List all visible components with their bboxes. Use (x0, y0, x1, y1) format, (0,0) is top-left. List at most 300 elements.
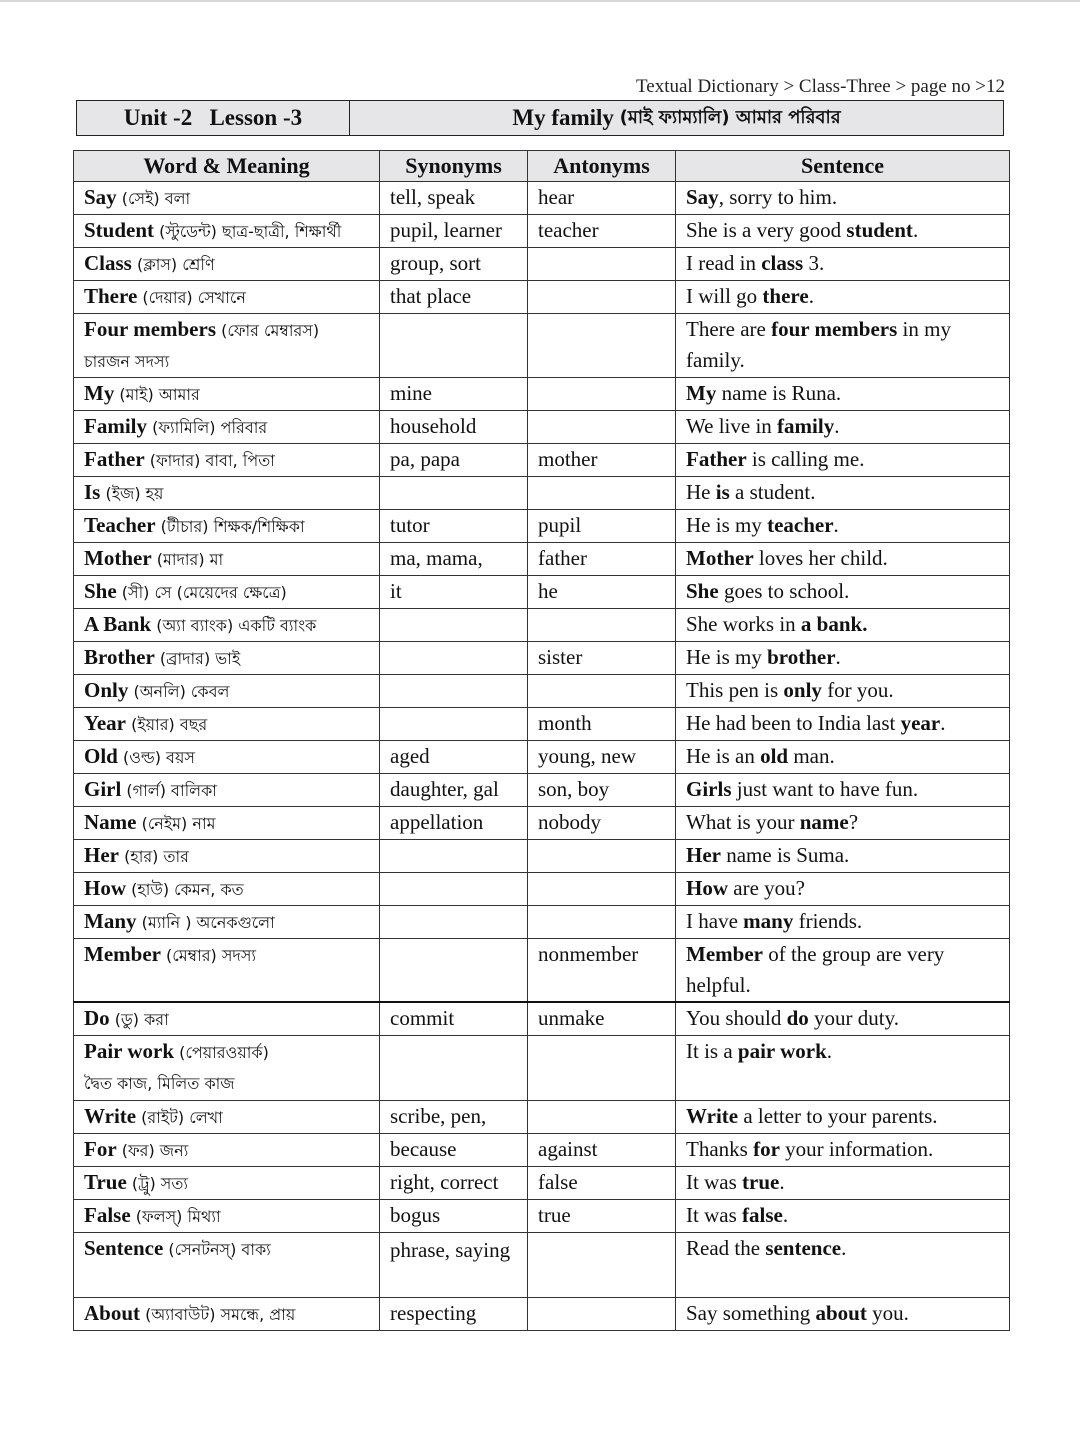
antonyms-cell: unmake (528, 1002, 676, 1036)
sentence-keyword: there (762, 284, 809, 308)
antonyms-cell: young, new (528, 741, 676, 774)
sentence-cell (676, 840, 1010, 873)
table-row (74, 642, 1010, 675)
word-pronunciation-meaning: (অনলি) কেবল (128, 682, 230, 701)
antonyms-cell (528, 906, 676, 939)
word-meaning-cell (74, 576, 380, 609)
table-row (74, 444, 1010, 477)
word-pronunciation-meaning: (ক্লাস) শ্রেণি (131, 255, 215, 274)
antonyms-cell: sister (528, 642, 676, 675)
synonyms-cell: tutor (380, 510, 528, 543)
dictionary-table (73, 150, 1010, 1331)
synonyms-cell: commit (380, 1002, 528, 1036)
sentence-text-pre: There are (686, 317, 772, 341)
sentence-cell (676, 444, 1010, 477)
synonyms-cell: appellation (380, 807, 528, 840)
synonyms-cell: pa, papa (380, 444, 528, 477)
antonyms-cell: month (528, 708, 676, 741)
sentence-text-post: . (808, 284, 814, 308)
sentence-text-post: . (835, 645, 841, 669)
sentence-text-post: friends. (793, 909, 863, 933)
sentence-text-post: ? (848, 810, 859, 834)
word-meaning-cell (74, 1002, 380, 1036)
lesson-title-box (76, 100, 1004, 136)
antonyms-cell: he (528, 576, 676, 609)
sentence-keyword: about (815, 1301, 867, 1325)
word-meaning-cell (74, 609, 380, 642)
sentence-cell (676, 609, 1010, 642)
sentence-cell (676, 281, 1010, 314)
antonyms-cell (528, 411, 676, 444)
sentence-text-post: . (834, 414, 840, 438)
word-pronunciation-meaning: (ব্রাদার) ভাই (154, 649, 241, 668)
word: Old (84, 744, 118, 768)
sentence-text-post: is calling me. (746, 447, 865, 471)
sentence-cell (676, 248, 1010, 281)
sentence-text-post: just want to have fun. (731, 777, 919, 801)
sentence-text-pre: Thanks (686, 1137, 754, 1161)
sentence-cell (676, 1002, 1010, 1036)
word-meaning-cell (74, 1036, 380, 1101)
sentence-text-post: in my family. (686, 317, 957, 372)
word: True (84, 1170, 127, 1194)
synonyms-cell: mine (380, 378, 528, 411)
synonyms-cell: that place (380, 281, 528, 314)
synonyms-cell (380, 675, 528, 708)
table-row (74, 906, 1010, 939)
sentence-text-post: . (779, 1170, 785, 1194)
table-row (74, 543, 1010, 576)
word-meaning-cell (74, 741, 380, 774)
sentence-keyword: for (753, 1137, 780, 1161)
antonyms-cell (528, 314, 676, 378)
word: How (84, 876, 126, 900)
word-meaning-cell (74, 774, 380, 807)
table-row (74, 378, 1010, 411)
sentence-keyword: sentence (765, 1236, 842, 1260)
sentence-keyword: Girls (686, 777, 732, 801)
sentence-text-post: . (782, 1203, 789, 1227)
sentence-keyword: Say (686, 185, 719, 209)
word: Girl (84, 777, 122, 801)
header-antonyms: Antonyms (528, 151, 676, 182)
antonyms-cell (528, 873, 676, 906)
sentence-text-post: a letter to your parents. (738, 1104, 938, 1128)
word: Family (84, 414, 147, 438)
word-pronunciation-meaning: (ট্রু) সত্য (126, 1174, 189, 1193)
word-pronunciation-meaning: (ফ্যামিলি) পরিবার (147, 418, 268, 437)
synonyms-cell (380, 609, 528, 642)
sentence-text-pre: I read in (686, 251, 762, 275)
antonyms-cell (528, 281, 676, 314)
word-pronunciation-meaning: (গার্ল) বালিকা (121, 781, 217, 800)
word-meaning-cell (74, 281, 380, 314)
word: Father (84, 447, 145, 471)
lesson-title-bn: (মাই ফ্যাম্যালি) আমার পরিবার (619, 106, 841, 128)
sentence-text-post: . (940, 711, 946, 735)
sentence-text-post: for you. (821, 678, 894, 702)
word-pronunciation-meaning: (ওল্ড) বয়স (117, 748, 195, 767)
word-pronunciation-meaning: (ফলস্) মিথ্যা (130, 1207, 221, 1226)
sentence-cell (676, 1101, 1010, 1134)
sentence-text-pre: We live in (686, 414, 778, 438)
synonyms-cell: group, sort (380, 248, 528, 281)
sentence-keyword: false (742, 1203, 783, 1227)
synonyms-cell: daughter, gal (380, 774, 528, 807)
table-row (74, 248, 1010, 281)
sentence-keyword: true (742, 1170, 780, 1194)
sentence-cell (676, 182, 1010, 215)
sentence-cell (676, 510, 1010, 543)
sentence-cell (676, 1200, 1010, 1233)
word-pronunciation-meaning: (ফর) জন্য (116, 1141, 189, 1160)
sentence-text-pre: It is a (686, 1039, 738, 1063)
word-meaning-cell (74, 807, 380, 840)
antonyms-cell: teacher (528, 215, 676, 248)
lesson-title-en: My family (512, 105, 620, 130)
synonyms-cell: bogus (380, 1200, 528, 1233)
unit-lesson-label: Unit -2 Lesson -3 (77, 101, 350, 135)
sentence-text-post: goes to school. (718, 579, 850, 603)
word: Is (84, 480, 101, 504)
word-pronunciation-meaning: (মাদার) মা (151, 550, 224, 569)
table-row (74, 182, 1010, 215)
antonyms-cell (528, 1036, 676, 1101)
sentence-text-pre: Read the (686, 1236, 766, 1260)
antonyms-cell (528, 675, 676, 708)
antonyms-cell: nobody (528, 807, 676, 840)
sentence-cell (676, 774, 1010, 807)
word: Many (84, 909, 137, 933)
table-row (74, 609, 1010, 642)
sentence-cell (676, 939, 1010, 1003)
synonyms-cell (380, 840, 528, 873)
word-pronunciation-meaning: (ডু) করা (109, 1010, 169, 1029)
antonyms-cell: true (528, 1200, 676, 1233)
sentence-text-post: a student. (729, 480, 816, 504)
table-row (74, 576, 1010, 609)
sentence-keyword: Write (686, 1104, 739, 1128)
word-meaning-cell (74, 314, 380, 378)
table-row (74, 1167, 1010, 1200)
sentence-cell (676, 807, 1010, 840)
word: False (84, 1203, 131, 1227)
antonyms-cell (528, 609, 676, 642)
table-row (74, 1233, 1010, 1298)
synonyms-cell: ma, mama, (380, 543, 528, 576)
sentence-keyword: old (760, 744, 789, 768)
antonyms-cell: father (528, 543, 676, 576)
sentence-cell (676, 1167, 1010, 1200)
word-meaning-cell (74, 1233, 380, 1298)
sentence-text-pre: It was (686, 1170, 742, 1194)
synonyms-cell: household (380, 411, 528, 444)
sentence-text-post: loves her child. (753, 546, 888, 570)
table-row (74, 774, 1010, 807)
table-row (74, 510, 1010, 543)
sentence-text-pre: He is my (686, 645, 768, 669)
breadcrumb: Textual Dictionary > Class-Three > page no >12 (635, 76, 1005, 97)
word-meaning-cell (74, 378, 380, 411)
sentence-keyword: is (715, 480, 730, 504)
word-pronunciation-meaning: (ইয়ার) বছর (125, 715, 208, 734)
sentence-text-pre: What is your (686, 810, 800, 834)
table-row (74, 314, 1010, 378)
sentence-keyword: a bank. (800, 612, 868, 636)
sentence-text-post: . (912, 218, 919, 242)
word: Only (84, 678, 129, 702)
antonyms-cell (528, 1233, 676, 1298)
word-meaning-line2: দ্বৈত কাজ, মিলিত কাজ (84, 1074, 235, 1093)
word: Year (84, 711, 126, 735)
header-sentence: Sentence (676, 151, 1010, 182)
table-row (74, 873, 1010, 906)
sentence-cell (676, 543, 1010, 576)
word: Her (84, 843, 119, 867)
synonyms-cell (380, 873, 528, 906)
sentence-cell (676, 314, 1010, 378)
page-top-border (0, 0, 1080, 2)
word: She (84, 579, 117, 603)
sentence-keyword: Father (686, 447, 747, 471)
sentence-keyword: only (783, 678, 822, 702)
word-meaning-cell (74, 708, 380, 741)
word-pronunciation-meaning: (মেম্বার) সদস্য (160, 946, 257, 965)
antonyms-cell: mother (528, 444, 676, 477)
sentence-text-post: name is Suma. (720, 843, 850, 867)
word-pronunciation-meaning: (ফাদার) বাবা, পিতা (144, 451, 275, 470)
word-meaning-cell (74, 477, 380, 510)
sentence-keyword: brother (767, 645, 836, 669)
sentence-keyword: She (686, 579, 719, 603)
word: There (84, 284, 138, 308)
sentence-keyword: My (686, 381, 717, 405)
word-meaning-cell (74, 906, 380, 939)
table-row (74, 708, 1010, 741)
table-header-row (74, 151, 1010, 182)
sentence-cell (676, 708, 1010, 741)
antonyms-cell: nonmember (528, 939, 676, 1003)
synonyms-cell: because (380, 1134, 528, 1167)
word: Member (84, 942, 161, 966)
word-pronunciation-meaning: (অ্যাবাউট) সমন্ধে, প্রায় (140, 1305, 296, 1324)
table-row (74, 741, 1010, 774)
table-row (74, 1200, 1010, 1233)
word: Student (84, 218, 155, 242)
word-pronunciation-meaning: (ফোর মেম্বারস) (216, 321, 320, 340)
table-row (74, 1002, 1010, 1036)
synonyms-cell: it (380, 576, 528, 609)
table-row (74, 411, 1010, 444)
word-pronunciation-meaning: (টীচার) শিক্ষক/শিক্ষিকা (155, 517, 305, 536)
table-row (74, 807, 1010, 840)
synonyms-cell (380, 708, 528, 741)
word-pronunciation-meaning: (মাই) আমার (114, 385, 200, 404)
sentence-keyword: family (777, 414, 835, 438)
sentence-text-pre: I will go (686, 284, 763, 308)
word: Mother (84, 546, 152, 570)
word-pronunciation-meaning: (ম্যানি ) অনেকগুলো (136, 913, 275, 932)
sentence-text-post: of the group are very helpful. (686, 942, 950, 997)
word: Name (84, 810, 137, 834)
sentence-text-post: your information. (779, 1137, 934, 1161)
sentence-text-post: are you? (728, 876, 805, 900)
word-meaning-cell (74, 411, 380, 444)
synonyms-cell: aged (380, 741, 528, 774)
word-meaning-cell (74, 675, 380, 708)
sentence-keyword: class (761, 251, 804, 275)
table-row (74, 215, 1010, 248)
table-row (74, 1298, 1010, 1331)
sentence-keyword: Her (686, 843, 721, 867)
synonyms-cell (380, 906, 528, 939)
synonyms-cell (380, 1036, 528, 1101)
sentence-cell (676, 215, 1010, 248)
table-row (74, 281, 1010, 314)
sentence-keyword: Member (686, 942, 763, 966)
sentence-text-post: name is Runa. (716, 381, 842, 405)
sentence-keyword: pair work (737, 1039, 827, 1063)
word: Do (84, 1006, 110, 1030)
sentence-text-pre: He is an (686, 744, 761, 768)
table-row (74, 840, 1010, 873)
antonyms-cell (528, 477, 676, 510)
antonyms-cell (528, 1298, 676, 1331)
sentence-cell (676, 477, 1010, 510)
word-meaning-cell (74, 444, 380, 477)
sentence-cell (676, 378, 1010, 411)
synonyms-cell (380, 314, 528, 378)
word-meaning-cell (74, 840, 380, 873)
sentence-text-pre: She is a very good (686, 218, 847, 242)
synonyms-cell: scribe, pen, (380, 1101, 528, 1134)
antonyms-cell: false (528, 1167, 676, 1200)
sentence-keyword: student (846, 218, 913, 242)
word-pronunciation-meaning: (স্টুডেন্ট) ছাত্র-ছাত্রী, শিক্ষার্থী (154, 222, 342, 241)
sentence-text-post: . (841, 1236, 847, 1260)
word-meaning-cell (74, 1298, 380, 1331)
word-pronunciation-meaning: (সেই) বলা (116, 189, 191, 208)
table-row (74, 939, 1010, 1003)
sentence-cell (676, 1298, 1010, 1331)
antonyms-cell (528, 1101, 676, 1134)
sentence-cell (676, 906, 1010, 939)
synonyms-cell: phrase, saying (380, 1233, 528, 1298)
word: Class (84, 251, 132, 275)
word: For (84, 1137, 117, 1161)
antonyms-cell: against (528, 1134, 676, 1167)
table-row (74, 675, 1010, 708)
sentence-text-pre: This pen is (686, 678, 784, 702)
sentence-text-post: man. (788, 744, 835, 768)
word: Say (84, 185, 117, 209)
word-meaning-line2: চারজন সদস্য (84, 352, 170, 371)
synonyms-cell (380, 939, 528, 1003)
sentence-cell (676, 576, 1010, 609)
table-row (74, 1036, 1010, 1101)
sentence-text-post: , sorry to him. (718, 185, 838, 209)
word-pronunciation-meaning: (রাইট) লেখা (136, 1108, 223, 1127)
sentence-cell (676, 873, 1010, 906)
sentence-cell (676, 741, 1010, 774)
word-meaning-cell (74, 543, 380, 576)
synonyms-cell (380, 642, 528, 675)
word-pronunciation-meaning: (নেইম) নাম (136, 814, 216, 833)
word-pronunciation-meaning: (ইজ) হয় (100, 484, 164, 503)
sentence-text-pre: She works in (686, 612, 801, 636)
word-meaning-cell (74, 182, 380, 215)
word-pronunciation-meaning: (সেনটনস্) বাক্য (163, 1240, 271, 1259)
sentence-text-post: . (833, 513, 839, 537)
word-meaning-cell (74, 510, 380, 543)
sentence-text-pre: I have (686, 909, 744, 933)
sentence-keyword: four members (771, 317, 898, 341)
synonyms-cell: right, correct (380, 1167, 528, 1200)
word-pronunciation-meaning: (সী) সে (মেয়েদের ক্ষেত্রে) (116, 583, 287, 602)
word-meaning-cell (74, 1200, 380, 1233)
word-meaning-cell (74, 215, 380, 248)
sentence-text-pre: He had been to India last (686, 711, 901, 735)
word-pronunciation-meaning: (অ্যা ব্যাংক) একটি ব্যাংক (151, 616, 317, 635)
word-meaning-cell (74, 939, 380, 1003)
lesson-title (350, 101, 1003, 135)
sentence-text-post: you. (866, 1301, 909, 1325)
word: Brother (84, 645, 155, 669)
sentence-keyword: teacher (767, 513, 834, 537)
sentence-keyword: many (743, 909, 794, 933)
word-pronunciation-meaning: (পেয়ারওয়ার্ক) (174, 1043, 269, 1062)
sentence-cell (676, 1036, 1010, 1101)
sentence-cell (676, 642, 1010, 675)
antonyms-cell: hear (528, 182, 676, 215)
sentence-keyword: name (799, 810, 849, 834)
sentence-cell (676, 1134, 1010, 1167)
synonyms-cell: tell, speak (380, 182, 528, 215)
sentence-keyword: How (686, 876, 728, 900)
table-row (74, 477, 1010, 510)
word-meaning-cell (74, 1101, 380, 1134)
word: Teacher (84, 513, 156, 537)
synonyms-cell (380, 477, 528, 510)
sentence-text-pre: It was (686, 1203, 742, 1227)
sentence-text-pre: You should (686, 1006, 787, 1030)
sentence-cell (676, 1233, 1010, 1298)
sentence-keyword: Mother (686, 546, 754, 570)
antonyms-cell: pupil (528, 510, 676, 543)
synonyms-cell: pupil, learner (380, 215, 528, 248)
word: Sentence (84, 1236, 164, 1260)
word-meaning-cell (74, 1167, 380, 1200)
sentence-cell (676, 411, 1010, 444)
antonyms-cell (528, 378, 676, 411)
sentence-keyword: do (786, 1006, 809, 1030)
antonyms-cell (528, 840, 676, 873)
header-synonyms: Synonyms (380, 151, 528, 182)
word-meaning-cell (74, 642, 380, 675)
word-pronunciation-meaning: (দেয়ার) সেখানে (137, 288, 246, 307)
sentence-text-post: your duty. (808, 1006, 899, 1030)
antonyms-cell (528, 248, 676, 281)
word: About (84, 1301, 141, 1325)
sentence-text-post: . (826, 1039, 833, 1063)
word-meaning-cell (74, 248, 380, 281)
word-meaning-cell (74, 873, 380, 906)
sentence-text-pre: He is my (686, 513, 768, 537)
antonyms-cell: son, boy (528, 774, 676, 807)
word: Four members (84, 317, 216, 341)
word: Write (84, 1104, 137, 1128)
synonyms-cell: respecting (380, 1298, 528, 1331)
